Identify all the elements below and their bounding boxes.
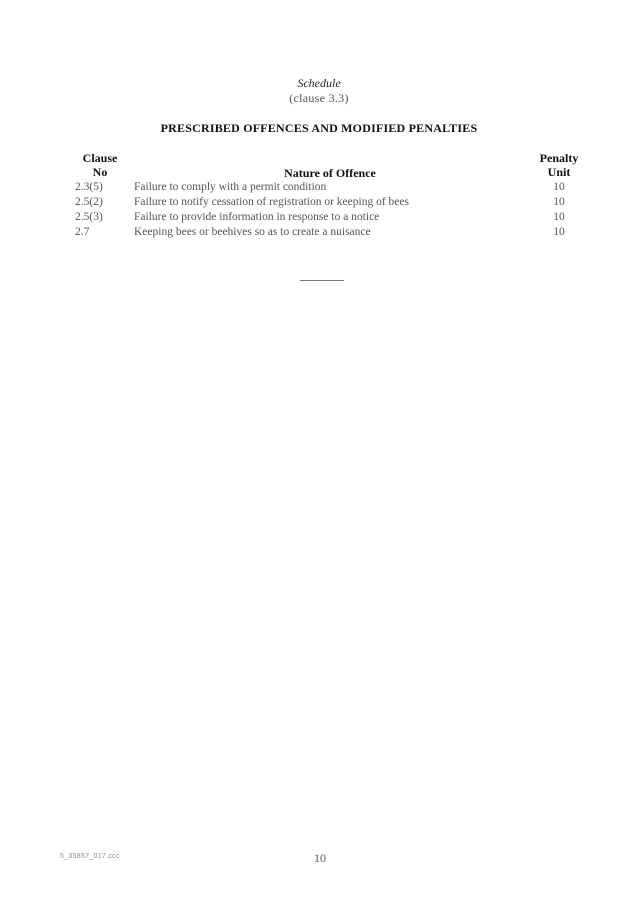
clause-cell: 2.3(5) xyxy=(75,181,103,193)
clause-cell: 2.5(2) xyxy=(75,196,103,208)
schedule-reference: (clause 3.3) xyxy=(289,91,349,105)
table-row xyxy=(0,195,638,210)
end-rule-divider xyxy=(300,280,344,281)
clause-cell: 2.5(3) xyxy=(75,211,103,223)
penalty-cell: 10 xyxy=(553,196,565,208)
footer-file-reference: 5_35857_017.ccc xyxy=(60,853,120,860)
clause-cell: 2.7 xyxy=(75,226,90,238)
nature-cell: Keeping bees or beehives so as to create a nuisance xyxy=(134,226,371,238)
header-clause-line1: Clause xyxy=(82,151,118,165)
table-body xyxy=(0,180,638,240)
nature-cell: Failure to provide information in response to a notice xyxy=(134,211,380,223)
table-row xyxy=(0,180,638,195)
table-row xyxy=(0,225,638,240)
header-penalty xyxy=(528,151,590,179)
schedule-title: Schedule xyxy=(297,76,341,90)
header-nature: Nature of Offence xyxy=(284,166,376,180)
header-penalty-line2: Unit xyxy=(547,165,571,179)
header-clause-line2: No xyxy=(92,165,108,179)
penalty-cell: 10 xyxy=(553,211,565,223)
header-clause xyxy=(70,151,130,179)
nature-cell: Failure to comply with a permit condition xyxy=(134,181,327,193)
page-number: 10 xyxy=(314,851,326,865)
penalty-cell: 10 xyxy=(553,181,565,193)
page-heading: PRESCRIBED OFFENCES AND MODIFIED PENALTIES xyxy=(160,121,478,135)
penalty-cell: 10 xyxy=(553,226,565,238)
nature-cell: Failure to notify cessation of registration or keeping of bees xyxy=(134,196,409,208)
table-row xyxy=(0,210,638,225)
header-penalty-line1: Penalty xyxy=(539,151,579,165)
